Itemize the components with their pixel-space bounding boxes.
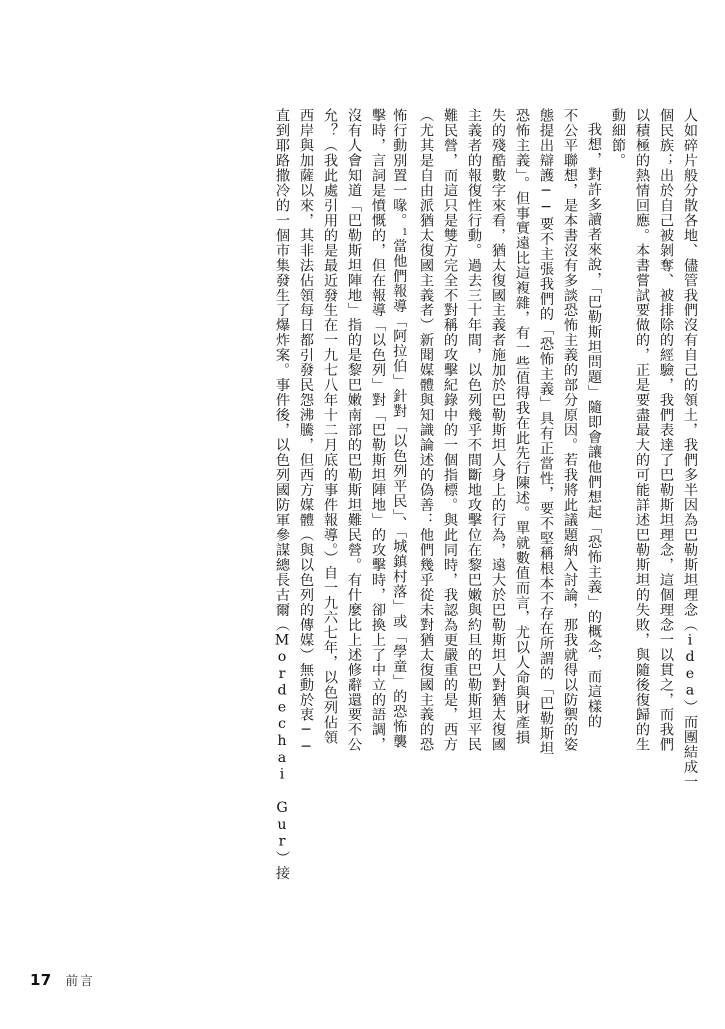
text-column: 沒有人會知道「巴勒斯坦陣地」指的是黎巴嫩南部的巴勒斯坦難民營。有什麼比上述修辭還要不公 [346, 108, 362, 753]
text-column: 直到耶路撒冷的一個市集發生了爆炸案。事件後，以色列國防軍參謀總長古爾（Mordechai Gur）接 [274, 108, 290, 881]
text-column: 難民營，而這只是雙方完全不對稱的攻擊紀錄中的一個指標。與此同時，我認為更嚴重的是，西方 [442, 108, 458, 753]
text-column: 動細節。 [610, 108, 626, 168]
page-footer [30, 971, 95, 989]
text-column: 允？（我此處引用的是最近發生在一九七八年十二月底的事件報導。）自一九六七年，以色列佔領 [322, 108, 338, 746]
page-number: 17 [30, 971, 52, 989]
text-column: （尤其是自由派猶太復國主義者）新聞媒體與知識論述的偽善：他們幾乎從未對猶太復國主義的恐 [418, 108, 434, 753]
text-column: 個民族；出於自己被剝奪、被排除的經驗，我們表達了巴勒斯坦理念，這個理念一以貫之，而我們 [658, 108, 674, 753]
text-column: 失的殘酷數字來看，猶太復國主義者施加於巴勒斯坦人身上的行為，遠大於巴勒斯坦人對猶太復國 [490, 108, 506, 753]
column-text-part-1: 怖行動別置一喙。 [391, 108, 408, 228]
footnote-reference-marker: 1 [400, 227, 410, 239]
column-text-part-2: 當他們報導「阿拉伯」針對「以色列平民」、「城鎮村落」或「學童」的恐怖襲 [391, 238, 408, 749]
text-column: 主義者的報復性行動。過去三十年間，以色列幾乎不間斷地攻擊位在黎巴嫩與約旦的巴勒斯坦平民 [466, 108, 482, 753]
text-column: 態提出辯護──要不主張我們的「恐怖主義」具有正當性，要不堅稱根本不存在所謂的「巴勒斯坦 [538, 108, 554, 756]
text-column: 人如碎片般分散各地、儘管我們沒有自己的領土，我們多半因為巴勒斯坦理念（idea）而團結成一 [682, 108, 698, 790]
vertical-text-body [38, 108, 697, 928]
text-column: 恐怖主義」。但事實遠比這複雜，有一些值得我在此先行陳述。單就數值而言，尤以人命與財產損 [514, 108, 530, 746]
text-column: 以積極的熱情回應。本書嘗試要做的，正是要盡最大的可能詳述巴勒斯坦的失敗，與隨後復歸的生 [634, 108, 650, 753]
text-column: 不公平聯想，是本書沒有多談恐怖主義的部分原因。若我將此議題納入討論，那我就得以防禦的姿 [562, 108, 578, 753]
text-column-paragraph-start: 我想，對許多讀者來說，「巴勒斯坦問題」隨即會讓他們想起「恐怖主義」的概念，而這樣的 [586, 122, 602, 730]
text-column-with-footnote-ref [385, 108, 409, 928]
text-column: 西岸與加薩以來，其非法佔領每日都引發民怨沸騰，但西方媒體（與以色列的傳媒）無動於衷── [298, 108, 314, 756]
text-column: 擊時，言詞是憤慨的，但在報導「以色列」對「巴勒斯坦陣地」的攻擊時，卻換上了中立的語調， [370, 108, 386, 753]
running-head: 前言 [65, 973, 95, 988]
